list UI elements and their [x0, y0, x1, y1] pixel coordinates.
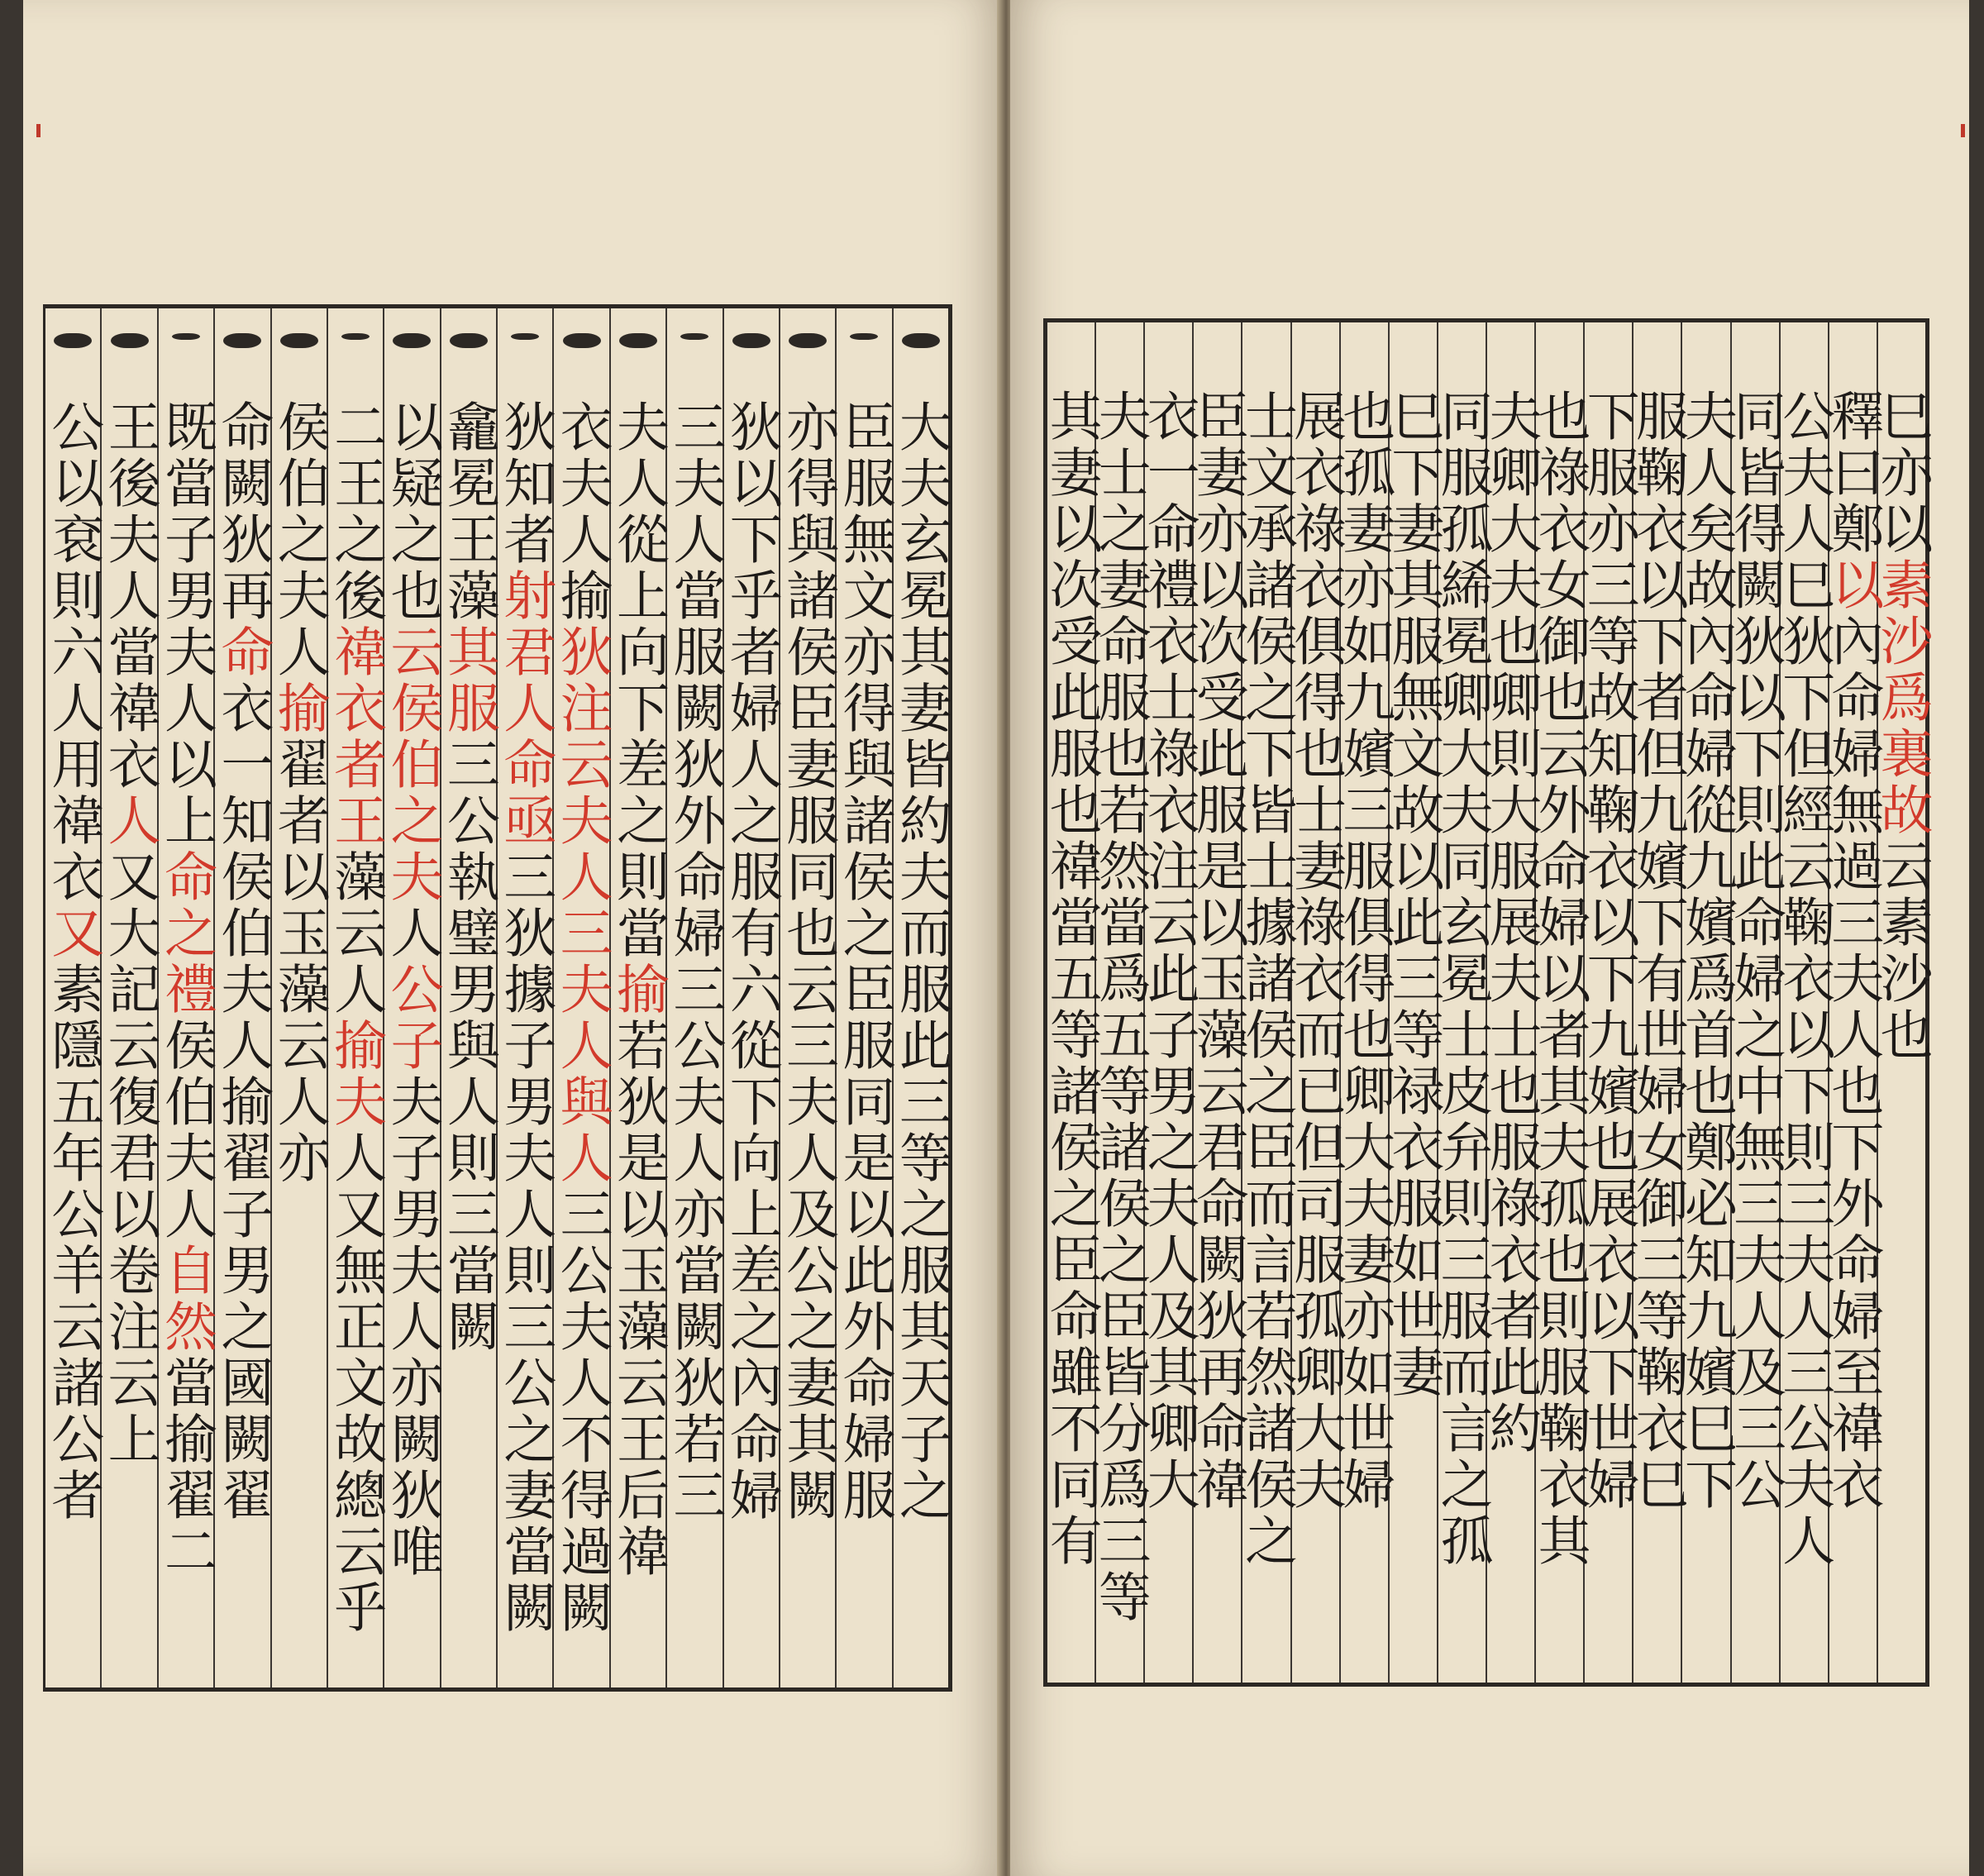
- black-text: 同服孤絺冕卿大夫同玄冕士皮弁則三服而言之孤: [1431, 389, 1493, 1569]
- column-head-mark: [619, 333, 657, 348]
- black-text: 巳亦以: [1871, 389, 1933, 557]
- black-text: 下服亦三等故知鞠衣以下九嬪也展衣以下世婦: [1577, 389, 1639, 1513]
- black-text: 侯伯夫人: [155, 1018, 217, 1243]
- text-column: [1040, 322, 1102, 1683]
- column-text: [42, 399, 104, 1671]
- black-text: 王後夫人當禕衣: [98, 399, 160, 793]
- black-text: 下外命婦至禕衣: [1822, 1119, 1884, 1513]
- black-text: 衣一知侯伯夫人揄翟子男之國闕翟: [212, 680, 274, 1524]
- margin-mark: [1961, 124, 1965, 137]
- column-head-mark: [902, 333, 940, 348]
- red-annotation-text: 以: [1822, 557, 1884, 613]
- column-head-mark: [732, 333, 770, 348]
- black-text: 以疑之也: [381, 399, 443, 624]
- black-text: 內命婦無過三夫人也: [1822, 613, 1884, 1119]
- red-annotation-text: 揄: [268, 680, 330, 737]
- column-head-mark: [680, 333, 708, 340]
- black-text: 臣服無文亦得與諸侯之臣服同是以此外命婦服: [833, 399, 895, 1524]
- black-text: 夫士之妻命服也若然當爲五等諸侯之臣皆分爲三等: [1089, 389, 1151, 1625]
- black-text: 龕冕王藻: [437, 399, 499, 624]
- black-text: 釋曰鄭: [1822, 389, 1884, 557]
- red-annotation-text: 人: [98, 793, 160, 849]
- red-annotation-text: 又: [42, 905, 104, 962]
- text-column: [42, 308, 104, 1687]
- black-text: 公以袞則六人用禕衣: [42, 399, 104, 905]
- column-text: [1040, 389, 1102, 1666]
- black-text: 又大記云復君以卷注云上: [98, 849, 160, 1468]
- black-text: 衣一命禮衣士祿衣注云此子男之夫人及其卿大: [1137, 389, 1199, 1513]
- red-annotation-text: 射君人命亟: [494, 568, 556, 849]
- black-text: 人: [381, 905, 443, 962]
- red-annotation-text: 狄注云夫人三夫人與人: [551, 624, 613, 1186]
- red-annotation-text: 命: [212, 624, 274, 680]
- black-text: 云素沙也: [1871, 838, 1933, 1063]
- left-text-frame: [43, 304, 952, 1692]
- column-head-mark: [280, 333, 318, 348]
- black-text: 當揄翟二: [155, 1355, 217, 1580]
- black-text: 三狄據子男夫人則三公之妻當闕: [494, 849, 556, 1636]
- red-annotation-text: 命之禮: [155, 849, 217, 1018]
- column-head-mark: [450, 333, 488, 348]
- black-text: 狄知者: [494, 399, 556, 568]
- right-text-frame: [1040, 318, 1933, 1687]
- black-text: 也祿衣女御也云外命婦以者其夫孤也則服鞠衣其: [1529, 389, 1591, 1569]
- black-text: 同皆得闕狄以下則此命婦之中無三夫人及三公: [1724, 389, 1786, 1513]
- black-text: 人又無正文故總云乎: [325, 1130, 387, 1636]
- column-head-mark: [511, 333, 539, 340]
- column-head-mark: [563, 333, 601, 348]
- red-annotation-text: 揄夫: [325, 1018, 387, 1130]
- black-text: 其妻以次受此服也禕當五等諸侯之臣命雖不同有: [1040, 389, 1102, 1569]
- red-annotation-text: 自然: [155, 1243, 217, 1355]
- black-text: 二王之後: [325, 399, 387, 624]
- red-annotation-text: 素沙爲裏故: [1871, 557, 1933, 838]
- black-text: 服鞠衣以下者但九嬪下有世婦女御三等鞠衣巳: [1626, 389, 1688, 1513]
- black-text: 侯伯之夫人: [268, 399, 330, 680]
- left-columns: [42, 308, 951, 1687]
- black-text: 命闕狄再: [212, 399, 274, 624]
- black-text: 士文承諸侯之下皆士據諸侯之臣而言若然諸侯之: [1236, 389, 1298, 1569]
- column-head-mark: [789, 333, 827, 348]
- column-head-mark: [54, 333, 92, 348]
- column-head-mark: [393, 333, 431, 348]
- red-annotation-text: 云侯伯之夫: [381, 624, 443, 905]
- black-text: 亦得與諸侯臣妻服同也: [777, 399, 839, 962]
- column-head-mark: [172, 333, 200, 340]
- black-text: 衣夫人揄: [551, 399, 613, 624]
- black-text: 也孤妻亦如九嬪三服俱得也卿大夫妻亦如世婦: [1333, 389, 1395, 1513]
- black-text: 翟者以玉藻云人亦: [268, 737, 330, 1186]
- black-text: 三公執璧男與人則三當闕: [437, 737, 499, 1355]
- black-text: 若狄是以玉藻云王后禕: [607, 1018, 669, 1580]
- black-text: 三夫人當服闕狄外命婦三公夫人亦當闕狄若三: [664, 399, 726, 1524]
- black-text: 大夫玄冕其妻皆約夫而服此三等之服其天子之: [889, 399, 951, 1524]
- black-text: 既當子男夫人以上: [155, 399, 217, 849]
- black-text: 藻云人: [325, 849, 387, 1018]
- black-text: 夫子男夫人亦闕狄唯: [381, 1074, 443, 1580]
- black-text: 巳下妻其服無文故以此三等禄衣服如世妻: [1382, 389, 1444, 1401]
- red-annotation-text: 禕衣者王: [325, 624, 387, 849]
- black-text: 展衣祿衣俱得也士妻祿衣而已但司服孤卿大夫: [1285, 389, 1347, 1513]
- red-annotation-text: 公子: [381, 962, 443, 1074]
- black-text: 素隱五年公羊云諸公者: [42, 962, 104, 1524]
- black-text: 臣妻亦以次受此服是以玉藻云君命闕狄再命禕: [1186, 389, 1248, 1513]
- black-text: 公夫人巳狄下但經云鞠衣以下則三夫人三公夫人: [1773, 389, 1835, 1569]
- column-head-mark: [111, 333, 149, 348]
- black-text: 夫人矣故內命婦從九嬪爲首也鄭必知九嬪巳下: [1676, 389, 1737, 1513]
- margin-mark: [36, 124, 41, 137]
- black-text: 夫卿大夫也卿則大服展夫士也服祿衣者此約: [1480, 389, 1542, 1457]
- red-annotation-text: 其服: [437, 624, 499, 737]
- column-head-mark: [223, 333, 261, 348]
- black-text: 三公夫人不得過闕: [551, 1186, 613, 1636]
- red-annotation-text: 揄: [607, 962, 669, 1018]
- black-text: 云三夫人及公之妻其闕: [777, 962, 839, 1524]
- column-head-mark: [341, 333, 370, 340]
- column-head-mark: [850, 333, 878, 340]
- black-text: 狄以下乎者婦人之服有六從下向上差之內命婦: [720, 399, 782, 1524]
- right-columns: [1040, 322, 1933, 1683]
- black-text: 夫人從上向下差之則當: [607, 399, 669, 962]
